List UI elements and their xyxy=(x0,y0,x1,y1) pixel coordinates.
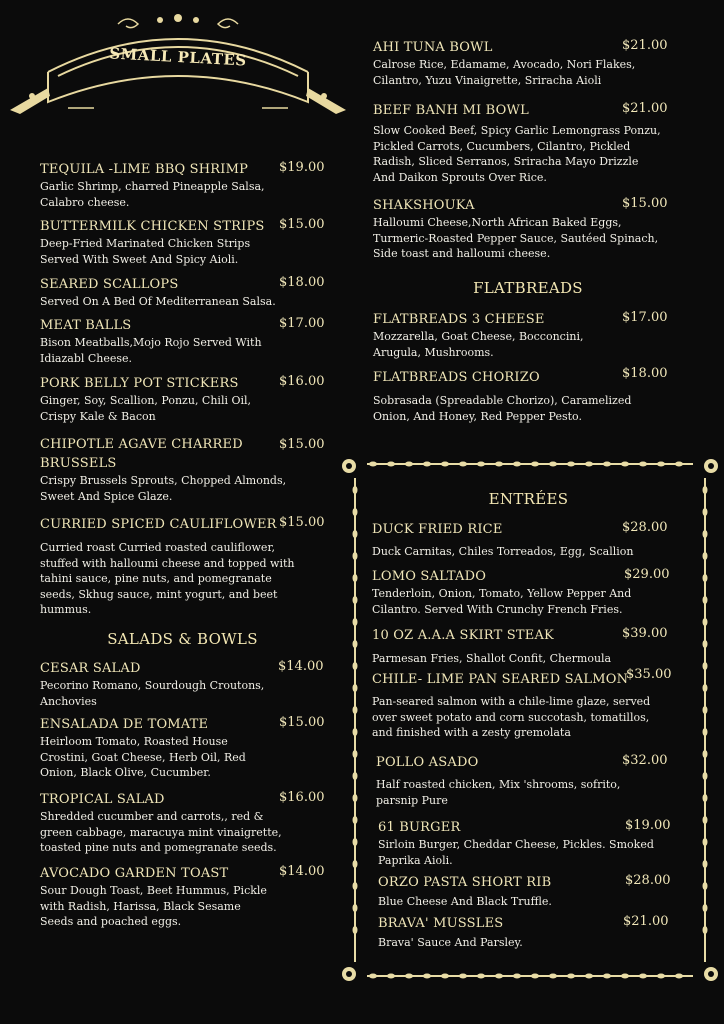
item-name: DUCK FRIED RICE xyxy=(372,522,503,537)
border-bead xyxy=(353,728,358,736)
menu-item xyxy=(373,99,673,185)
border-bead xyxy=(703,596,708,604)
item-name: CHILE- LIME PAN SEARED SALMON xyxy=(372,672,629,687)
border-bead xyxy=(703,838,708,846)
border-bead xyxy=(369,974,377,979)
border-bead xyxy=(703,552,708,560)
border-bead xyxy=(703,926,708,934)
item-description: Deep-Fried Marinated Chicken Strips Served With Sweet And Spicy Aioli. xyxy=(40,237,251,266)
border-bead xyxy=(531,462,539,467)
border-bead xyxy=(703,882,708,890)
border-bead xyxy=(423,974,431,979)
menu-item xyxy=(40,788,325,856)
border-bead xyxy=(703,706,708,714)
item-price: $21.00 xyxy=(623,914,669,929)
menu-item xyxy=(40,435,325,504)
item-description: Duck Carnitas, Chiles Torreados, Egg, Scallion xyxy=(372,545,634,558)
menu-item xyxy=(378,816,678,868)
item-price: $19.00 xyxy=(279,160,325,175)
border-bead xyxy=(703,750,708,758)
item-description: Curried roast Curried roasted cauliflower, stuffed with halloumi cheese and topped with tahini sauce, pine nuts, and pomegranate seeds, Skhug sauce, mint yogurt, and beet hummus. xyxy=(40,541,295,616)
menu-item xyxy=(372,624,672,667)
section-title-salads: SALADS & BOWLS xyxy=(107,630,258,648)
item-name: BRAVA' MUSSLES xyxy=(378,916,504,931)
border-bead xyxy=(703,530,708,538)
border-bead xyxy=(703,816,708,824)
border-bead xyxy=(603,462,611,467)
border-bead xyxy=(353,508,358,516)
section-title-flatbreads: FLATBREADS xyxy=(473,279,583,297)
border-bead xyxy=(495,974,503,979)
border-bead xyxy=(353,662,358,670)
border-bead xyxy=(703,772,708,780)
item-name: FLATBREADS 3 CHEESE xyxy=(373,312,545,327)
item-price: $17.00 xyxy=(622,310,668,325)
item-description: Shredded cucumber and carrots,, red & green cabbage, maracuya mint vinaigrette, toasted pine nuts and pomegranate seeds. xyxy=(40,810,282,854)
item-name: BEEF BANH MI BOWL xyxy=(373,103,529,118)
border-bead xyxy=(353,750,358,758)
border-bead xyxy=(531,974,539,979)
border-bead xyxy=(567,974,575,979)
item-price: $17.00 xyxy=(279,316,325,331)
border-bead xyxy=(513,462,521,467)
item-name: SHAKSHOUKA xyxy=(373,198,475,213)
border-bead xyxy=(703,640,708,648)
border-bead xyxy=(353,882,358,890)
item-price: $18.00 xyxy=(622,366,668,381)
border-bead xyxy=(703,860,708,868)
item-description: Bison Meatballs,Mojo Rojo Served With Idiazabl Cheese. xyxy=(40,336,262,365)
border-bead xyxy=(353,640,358,648)
item-description: Calrose Rice, Edamame, Avocado, Nori Flakes, Cilantro, Yuzu Vinaigrette, Sriracha Aioli xyxy=(373,58,636,87)
item-name: LOMO SALTADO xyxy=(372,569,487,584)
menu-item xyxy=(40,158,325,210)
item-name: POLLO ASADO xyxy=(376,755,479,770)
border-bead xyxy=(513,974,521,979)
border-bead xyxy=(703,574,708,582)
border-bead xyxy=(353,706,358,714)
menu-item xyxy=(373,308,673,360)
menu-item xyxy=(40,513,325,618)
item-name: FLATBREADS CHORIZO xyxy=(373,370,540,385)
item-name: MEAT BALLS xyxy=(40,318,132,333)
item-price: $15.00 xyxy=(279,437,325,452)
item-description: Tenderloin, Onion, Tomato, Yellow Pepper And Cilantro. Served With Crunchy French Fries. xyxy=(372,587,632,616)
item-description: Crispy Brussels Sprouts, Chopped Almonds, Sweet And Spice Glaze. xyxy=(40,474,287,503)
border-bead xyxy=(353,618,358,626)
border-bead xyxy=(703,794,708,802)
item-description: Blue Cheese And Black Truffle. xyxy=(378,895,552,908)
item-price: $18.00 xyxy=(279,275,325,290)
item-name: AVOCADO GARDEN TOAST xyxy=(40,866,229,881)
item-name: ORZO PASTA SHORT RIB xyxy=(378,875,552,890)
item-price: $28.00 xyxy=(622,520,668,535)
menu-item xyxy=(40,713,325,781)
border-bead xyxy=(405,462,413,467)
border-bead xyxy=(477,974,485,979)
menu-item xyxy=(40,657,325,709)
border-bead xyxy=(423,462,431,467)
menu-item xyxy=(376,751,676,808)
border-bead xyxy=(387,462,395,467)
menu-item xyxy=(40,862,325,930)
item-name: BUTTERMILK CHICKEN STRIPS xyxy=(40,219,265,234)
border-bead xyxy=(621,462,629,467)
border-bead xyxy=(703,904,708,912)
item-description: Mozzarella, Goat Cheese, Bocconcini, Arugula, Mushrooms. xyxy=(373,330,584,359)
border-bead xyxy=(459,974,467,979)
item-description: Sour Dough Toast, Beet Hummus, Pickle with Radish, Harissa, Black Sesame Seeds and poached eggs. xyxy=(40,884,267,928)
border-bead xyxy=(369,462,377,467)
menu-item xyxy=(40,273,325,310)
menu-item xyxy=(372,518,672,560)
item-price: $35.00 xyxy=(626,667,672,682)
item-description: Sobrasada (Spreadable Chorizo), Caramelized Onion, And Honey, Red Pepper Pesto. xyxy=(373,394,632,423)
item-name: CESAR SALAD xyxy=(40,661,141,676)
menu-item xyxy=(378,871,678,910)
item-price: $29.00 xyxy=(624,567,670,582)
item-description: Served On A Bed Of Mediterranean Salsa. xyxy=(40,295,276,308)
border-bead xyxy=(675,974,683,979)
item-name: SEARED SCALLOPS xyxy=(40,277,179,292)
item-name: TROPICAL SALAD xyxy=(40,792,165,807)
item-description: Sirloin Burger, Cheddar Cheese, Pickles. Smoked Paprika Aioli. xyxy=(378,838,654,867)
item-price: $15.00 xyxy=(279,217,325,232)
border-bead xyxy=(441,974,449,979)
border-bead xyxy=(353,926,358,934)
border-bead xyxy=(703,684,708,692)
border-bead xyxy=(441,462,449,467)
item-description: Pecorino Romano, Sourdough Croutons, Anchovies xyxy=(40,679,265,708)
item-description: Garlic Shrimp, charred Pineapple Salsa, Calabro cheese. xyxy=(40,180,265,209)
border-bead xyxy=(353,574,358,582)
item-name: 10 OZ A.A.A SKIRT STEAK xyxy=(372,628,554,643)
item-price: $21.00 xyxy=(622,38,668,53)
border-bead xyxy=(657,462,665,467)
menu-item xyxy=(373,36,673,88)
menu-item xyxy=(372,565,672,617)
section-title-small-plates: SMALL PLATES xyxy=(108,44,248,70)
border-bead xyxy=(639,462,647,467)
item-price: $19.00 xyxy=(625,818,671,833)
border-bead xyxy=(353,860,358,868)
border-bead xyxy=(353,816,358,824)
item-name: AHI TUNA BOWL xyxy=(373,40,493,55)
section-title-entrees: ENTRÉES xyxy=(488,490,569,508)
border-bead xyxy=(603,974,611,979)
border-bead xyxy=(477,462,485,467)
item-price: $32.00 xyxy=(622,753,668,768)
item-price: $15.00 xyxy=(279,715,325,730)
border-bead xyxy=(567,462,575,467)
border-bead xyxy=(585,974,593,979)
item-description: Heirloom Tomato, Roasted House Crostini, Goat Cheese, Herb Oil, Red Onion, Black Olive, Cucumber. xyxy=(40,735,246,779)
border-bead xyxy=(549,974,557,979)
item-description: Halloumi Cheese,North African Baked Eggs, Turmeric-Roasted Pepper Sauce, Sautéed Spinach, Side toast and halloumi cheese. xyxy=(373,216,659,260)
item-description: Pan-seared salmon with a chile-lime glaze, served over sweet potato and corn succotash, tomatillos, and finished with a zesty gremolata xyxy=(372,695,651,739)
menu-item xyxy=(373,366,673,424)
item-price: $14.00 xyxy=(279,864,325,879)
border-bead xyxy=(703,662,708,670)
border-bead xyxy=(353,904,358,912)
border-bead xyxy=(703,508,708,516)
item-name: 61 BURGER xyxy=(378,820,461,835)
menu-item xyxy=(40,372,325,424)
menu-item xyxy=(40,215,325,267)
item-price: $15.00 xyxy=(622,196,668,211)
border-bead xyxy=(353,552,358,560)
item-description: Half roasted chicken, Mix 'shrooms, sofrito, parsnip Pure xyxy=(376,778,621,807)
border-bead xyxy=(675,462,683,467)
item-price: $21.00 xyxy=(622,101,668,116)
item-price: $28.00 xyxy=(625,873,671,888)
menu-item xyxy=(40,314,325,366)
item-price: $16.00 xyxy=(279,374,325,389)
item-price: $16.00 xyxy=(279,790,325,805)
item-name: ENSALADA DE TOMATE xyxy=(40,717,209,732)
border-bead xyxy=(549,462,557,467)
border-bead xyxy=(353,794,358,802)
border-bead xyxy=(639,974,647,979)
item-name: CHIPOTLE AGAVE CHARRED BRUSSELS xyxy=(40,437,243,471)
item-name: TEQUILA -LIME BBQ SHRIMP xyxy=(40,162,249,177)
item-description: Ginger, Soy, Scallion, Ponzu, Chili Oil, Crispy Kale & Bacon xyxy=(40,394,252,423)
item-price: $14.00 xyxy=(278,659,324,674)
item-description: Brava' Sauce And Parsley. xyxy=(378,936,523,949)
border-bead xyxy=(657,974,665,979)
border-bead xyxy=(405,974,413,979)
border-bead xyxy=(353,596,358,604)
border-bead xyxy=(585,462,593,467)
border-bead xyxy=(703,728,708,736)
border-bead xyxy=(703,618,708,626)
item-description: Parmesan Fries, Shallot Confit, Chermoula xyxy=(372,652,612,665)
menu-item xyxy=(372,668,672,741)
menu-item xyxy=(378,912,678,951)
border-bead xyxy=(459,462,467,467)
border-bead xyxy=(621,974,629,979)
border-bead xyxy=(353,838,358,846)
item-description: Slow Cooked Beef, Spicy Garlic Lemongrass Ponzu, Pickled Carrots, Cucumbers, Cilantro, Pickled Radish, Sliced Serranos, Sriracha Mayo Drizzle And Daikon Sprouts Over Rice. xyxy=(373,124,661,184)
border-bead xyxy=(353,684,358,692)
item-price: $15.00 xyxy=(279,515,325,530)
border-bead xyxy=(353,772,358,780)
item-price: $39.00 xyxy=(622,626,668,641)
border-bead xyxy=(387,974,395,979)
border-bead xyxy=(353,530,358,538)
border-bead xyxy=(495,462,503,467)
menu-item xyxy=(373,194,673,262)
item-name: PORK BELLY POT STICKERS xyxy=(40,376,239,391)
item-name: CURRIED SPICED CAULIFLOWER xyxy=(40,517,277,532)
